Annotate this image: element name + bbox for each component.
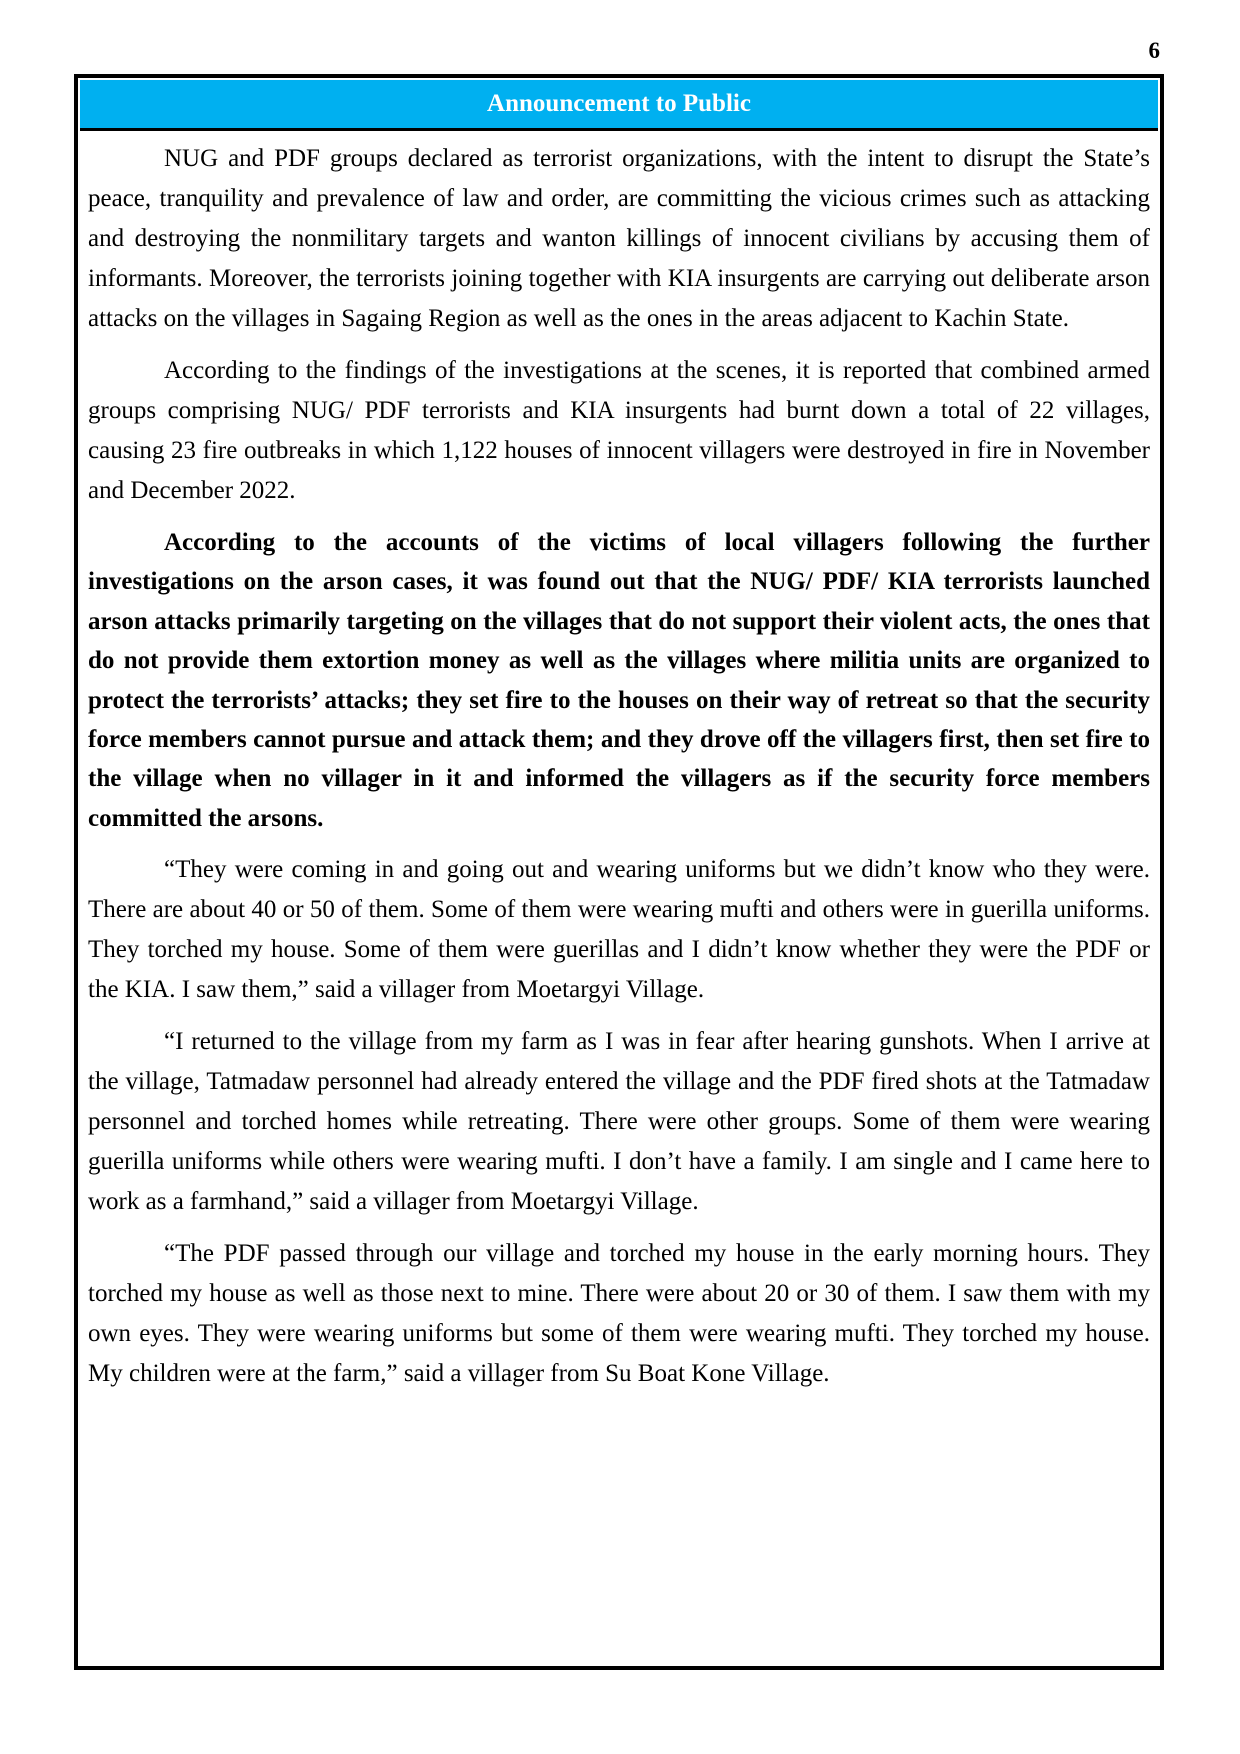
- paragraph-findings: According to the findings of the investigations at the scenes, it is reported that combined armed groups comprising NUG/ PDF terrorists and KIA insurgents had burnt down a total of 22 villages, causing 23 fire outbreaks in which 1,122 houses of innocent villagers were destroyed in fire in November and December 2022.: [88, 357, 1150, 504]
- announcement-body: [88, 139, 1150, 1406]
- paragraph-quote-2: “I returned to the village from my farm as I was in fear after hearing gunshots. When I arrive at the village, Tatmadaw personnel had already entered the village and the PDF fired shots at the Tatmadaw personnel and torched homes while retreating. There were other groups. Some of them were wearing guerilla uniforms while others were wearing mufti. I don’t have a family. I am single and I came here to work as a farmhand,” said a villager from Moetargyi Village.: [88, 1028, 1150, 1216]
- page-number: 6: [1148, 38, 1160, 63]
- paragraph-quote-3: “The PDF passed through our village and torched my house in the early morning hours. They torched my house as well as those next to mine. There were about 20 or 30 of them. I saw them with my own eyes. They were wearing uniforms but some of them were wearing mufti. They torched my house. My children were at the farm,” said a villager from Su Boat Kone Village.: [88, 1240, 1150, 1388]
- announcement-title: Announcement to Public: [80, 80, 1158, 131]
- paragraph-victim-accounts: According to the accounts of the victims of local villagers following the further investigations on the arson cases, it was found out that the NUG/ PDF/ KIA terrorists launched arson attacks primarily targeting on the villages that do not support their violent acts, the ones that do not provide them extortion money as well as the villages where militia units are organized to protect the terrorists’ attacks; they set fire to the houses on their way of retreat so that the security force members cannot pursue and attack them; and they drove off the villagers first, then set fire to the village when no villager in it and informed the villagers as if the security force members committed the arsons.: [88, 529, 1150, 832]
- paragraph-intro: NUG and PDF groups declared as terrorist organizations, with the intent to disrupt the State’s peace, tranquility and prevalence of law and order, are committing the vicious crimes such as attacking and destroying the nonmilitary targets and wanton killings of innocent civilians by accusing them of informants. Moreover, the terrorists joining together with KIA insurgents are carrying out deliberate arson attacks on the villages in Sagaing Region as well as the ones in the areas adjacent to Kachin State.: [88, 145, 1150, 332]
- announcement-frame: [74, 74, 1164, 1670]
- paragraph-quote-1: “They were coming in and going out and wearing uniforms but we didn’t know who they were. There are about 40 or 50 of them. Some of them were wearing mufti and others were in guerilla uniforms. They torched my house. Some of them were guerillas and I didn’t know whether they were the PDF or the KIA. I saw them,” said a villager from Moetargyi Village.: [88, 856, 1150, 1004]
